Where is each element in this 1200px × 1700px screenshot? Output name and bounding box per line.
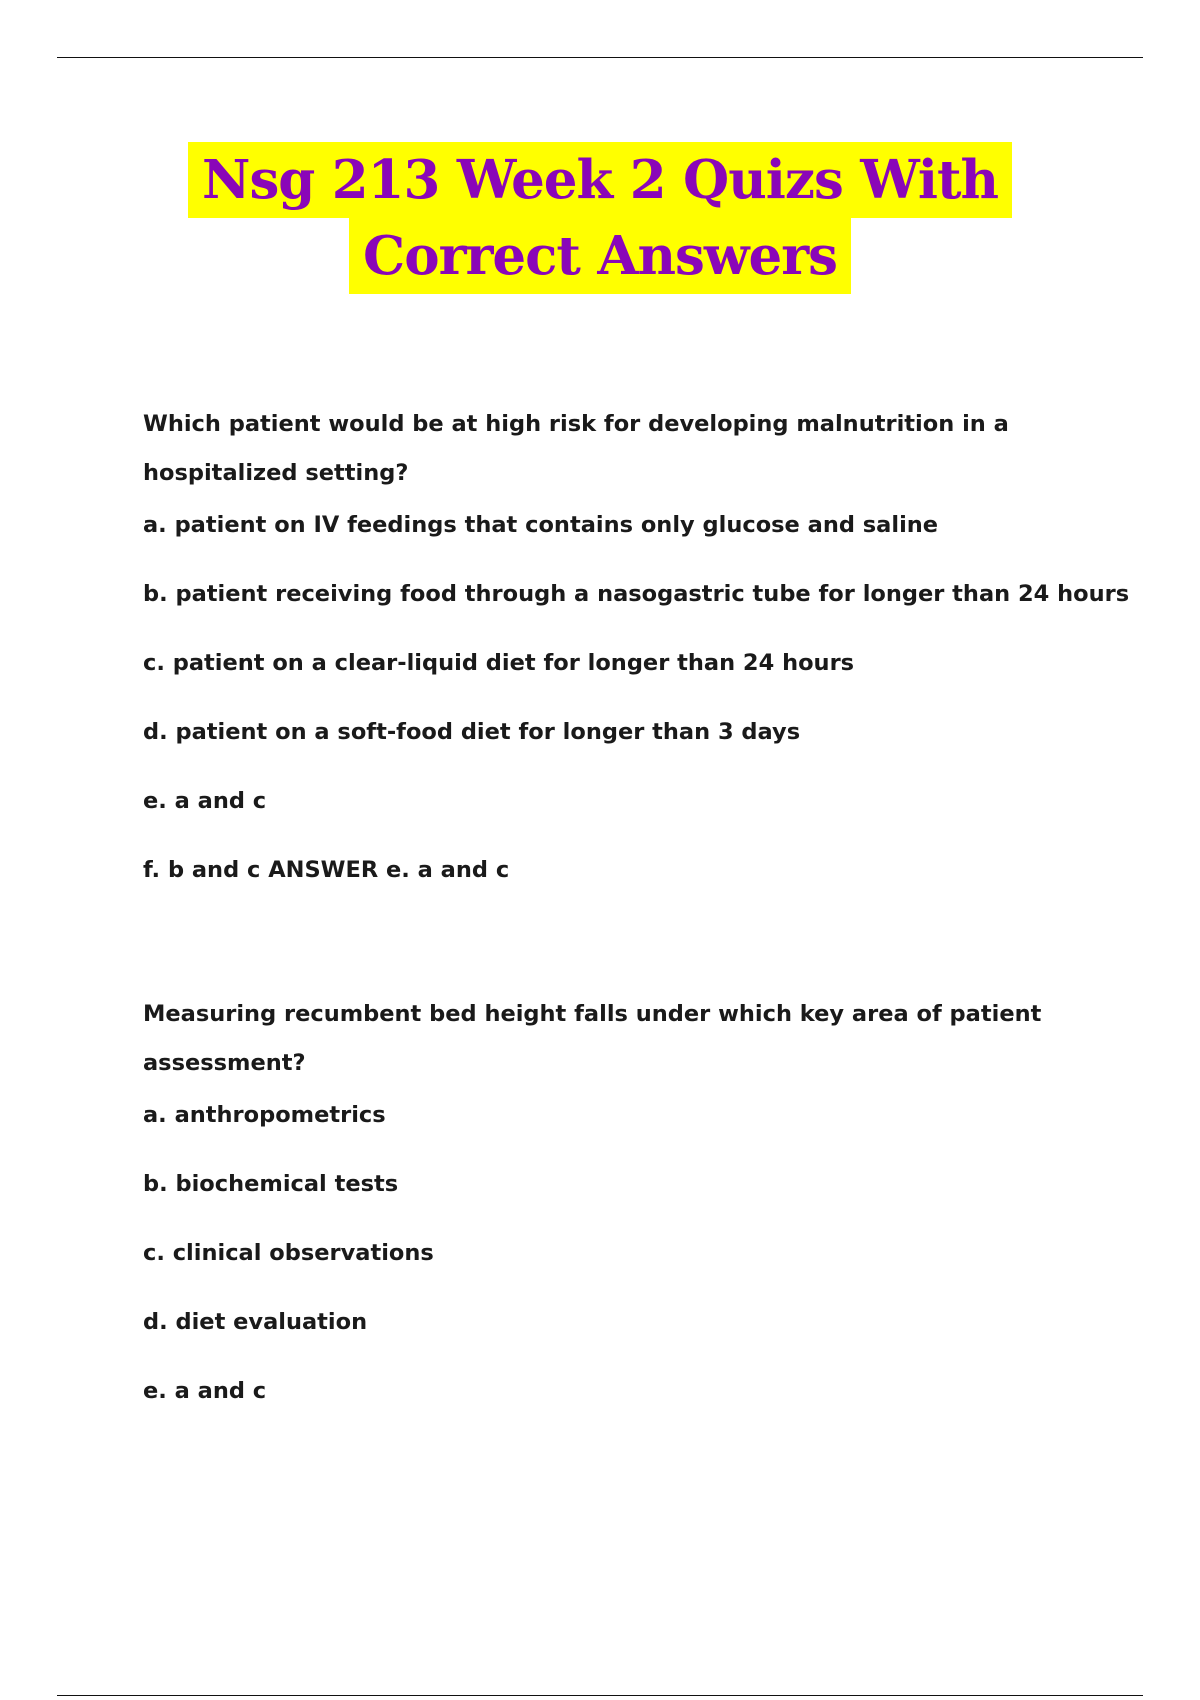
- question-line: Measuring recumbent bed height falls under which key area of patient: [143, 1001, 1042, 1027]
- header-rule: [57, 57, 1143, 58]
- question-line: assessment?: [143, 1050, 306, 1076]
- question-text: [143, 400, 1103, 498]
- option-c: c. patient on a clear-liquid diet for longer than 24 hours: [143, 650, 855, 676]
- option-f: f. b and c: [143, 857, 261, 883]
- question-line: hospitalized setting?: [143, 460, 409, 486]
- question-block-1: [143, 400, 1130, 885]
- answer-label: ANSWER: [268, 857, 379, 883]
- option-f-with-answer: [143, 855, 1103, 885]
- title-line-1: Nsg 213 Week 2 Quizs With: [188, 142, 1012, 218]
- title-line-2: Correct Answers: [349, 218, 851, 294]
- document-title: [0, 142, 1200, 294]
- question-block-2: [143, 990, 1103, 1406]
- option-a: a. anthropometrics: [143, 1102, 386, 1128]
- option-d: d. patient on a soft-food diet for longer than 3 days: [143, 719, 801, 745]
- question-line: Which patient would be at high risk for developing malnutrition in a: [143, 411, 1009, 437]
- option-a: a. patient on IV feedings that contains only glucose and saline: [143, 512, 939, 538]
- footer-rule: [57, 1695, 1143, 1696]
- option-e: e. a and c: [143, 1378, 267, 1404]
- question-text: [143, 990, 1103, 1088]
- option-d: d. diet evaluation: [143, 1309, 368, 1335]
- option-b: b. patient receiving food through a nasogastric tube for longer than 24 hours: [143, 581, 1130, 607]
- answer-value: e. a and c: [386, 857, 510, 883]
- option-b: b. biochemical tests: [143, 1171, 399, 1197]
- option-e: e. a and c: [143, 788, 267, 814]
- option-c: c. clinical observations: [143, 1240, 434, 1266]
